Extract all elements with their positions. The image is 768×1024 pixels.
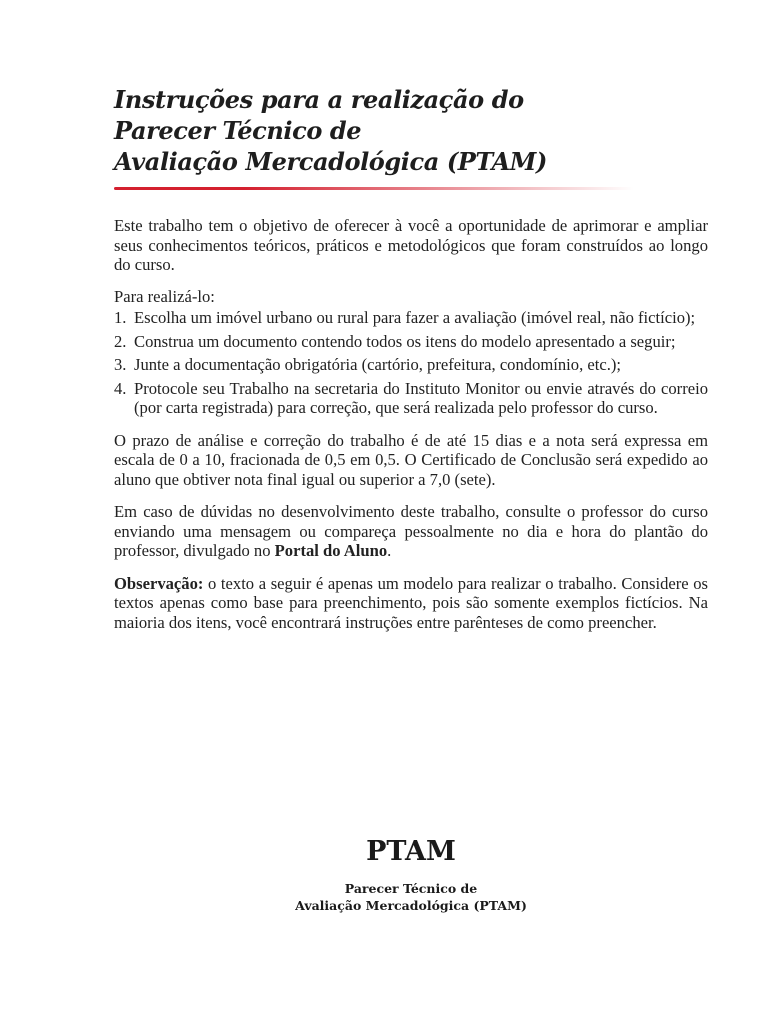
- list-item-number: 4.: [114, 378, 127, 398]
- title-line-3: Avaliação Mercadológica (PTAM): [114, 147, 547, 176]
- section-subtitle-line-2: Avaliação Mercadológica (PTAM): [295, 898, 527, 913]
- document-page: [114, 84, 708, 632]
- list-item: [114, 332, 708, 352]
- portal-do-aluno-link[interactable]: Portal do Aluno: [274, 541, 388, 560]
- doubts-text: Em caso de dúvidas no desenvolvimento deste trabalho, consulte o professor do curso enviando uma mensagem ou compareça pessoalmente no dia e hora do plantão do professor, divulgado no: [114, 502, 708, 560]
- intro-paragraph: Este trabalho tem o objetivo de oferecer à você a oportunidade de aprimorar e ampliar seus conhecimentos teóricos, práticos e metodológicos que foram construídos ao longo do curso.: [114, 216, 708, 274]
- deadline-paragraph: O prazo de análise e correção do trabalho é de até 15 dias e a nota será expressa em escala de 0 a 10, fracionada de 0,5 em 0,5. O Certificado de Conclusão será expedido ao aluno que obtiver nota final igual ou superior a 7,0 (sete).: [114, 430, 708, 489]
- document-title: [114, 84, 708, 177]
- title-line-2: Parecer Técnico de: [114, 116, 362, 145]
- list-item: [114, 355, 708, 375]
- steps-list: [114, 308, 708, 418]
- list-item: [114, 308, 708, 328]
- title-accent-rule: [114, 187, 634, 190]
- section-heading-block: [0, 832, 768, 914]
- observation-label: Observação:: [114, 573, 204, 593]
- steps-lead: Para realizá-lo:: [114, 286, 215, 306]
- section-subtitle: [0, 880, 768, 914]
- doubts-paragraph: [114, 502, 708, 561]
- list-item-number: 3.: [114, 355, 127, 374]
- list-item: [114, 379, 708, 418]
- observation-paragraph: [114, 574, 708, 633]
- list-item-text: Construa um documento contendo todos os itens do modelo apresentado a seguir;: [134, 331, 676, 351]
- list-item-text: Protocole seu Trabalho na secretaria do Instituto Monitor ou envie através do correio (por carta registrada) para correção, que será realizada pelo professor do curso.: [134, 378, 708, 417]
- list-item-number: 2.: [114, 331, 127, 351]
- list-item-number: 1.: [114, 308, 127, 327]
- section-title: PTAM: [366, 836, 456, 867]
- section-subtitle-line-1: Parecer Técnico de: [344, 881, 478, 896]
- list-item-text: Escolha um imóvel urbano ou rural para fazer a avaliação (imóvel real, não fictício);: [134, 308, 696, 327]
- doubts-end: .: [387, 541, 392, 560]
- list-item-text: Junte a documentação obrigatória (cartório, prefeitura, condomínio, etc.);: [134, 355, 622, 374]
- title-line-1: Instruções para a realização do: [114, 85, 524, 114]
- observation-text: o texto a seguir é apenas um modelo para realizar o trabalho. Considere os textos apenas como base para preenchimento, pois são somente exemplos fictícios. Na maioria dos itens, você encontrará instruções entre parênteses de como preencher.: [114, 573, 708, 632]
